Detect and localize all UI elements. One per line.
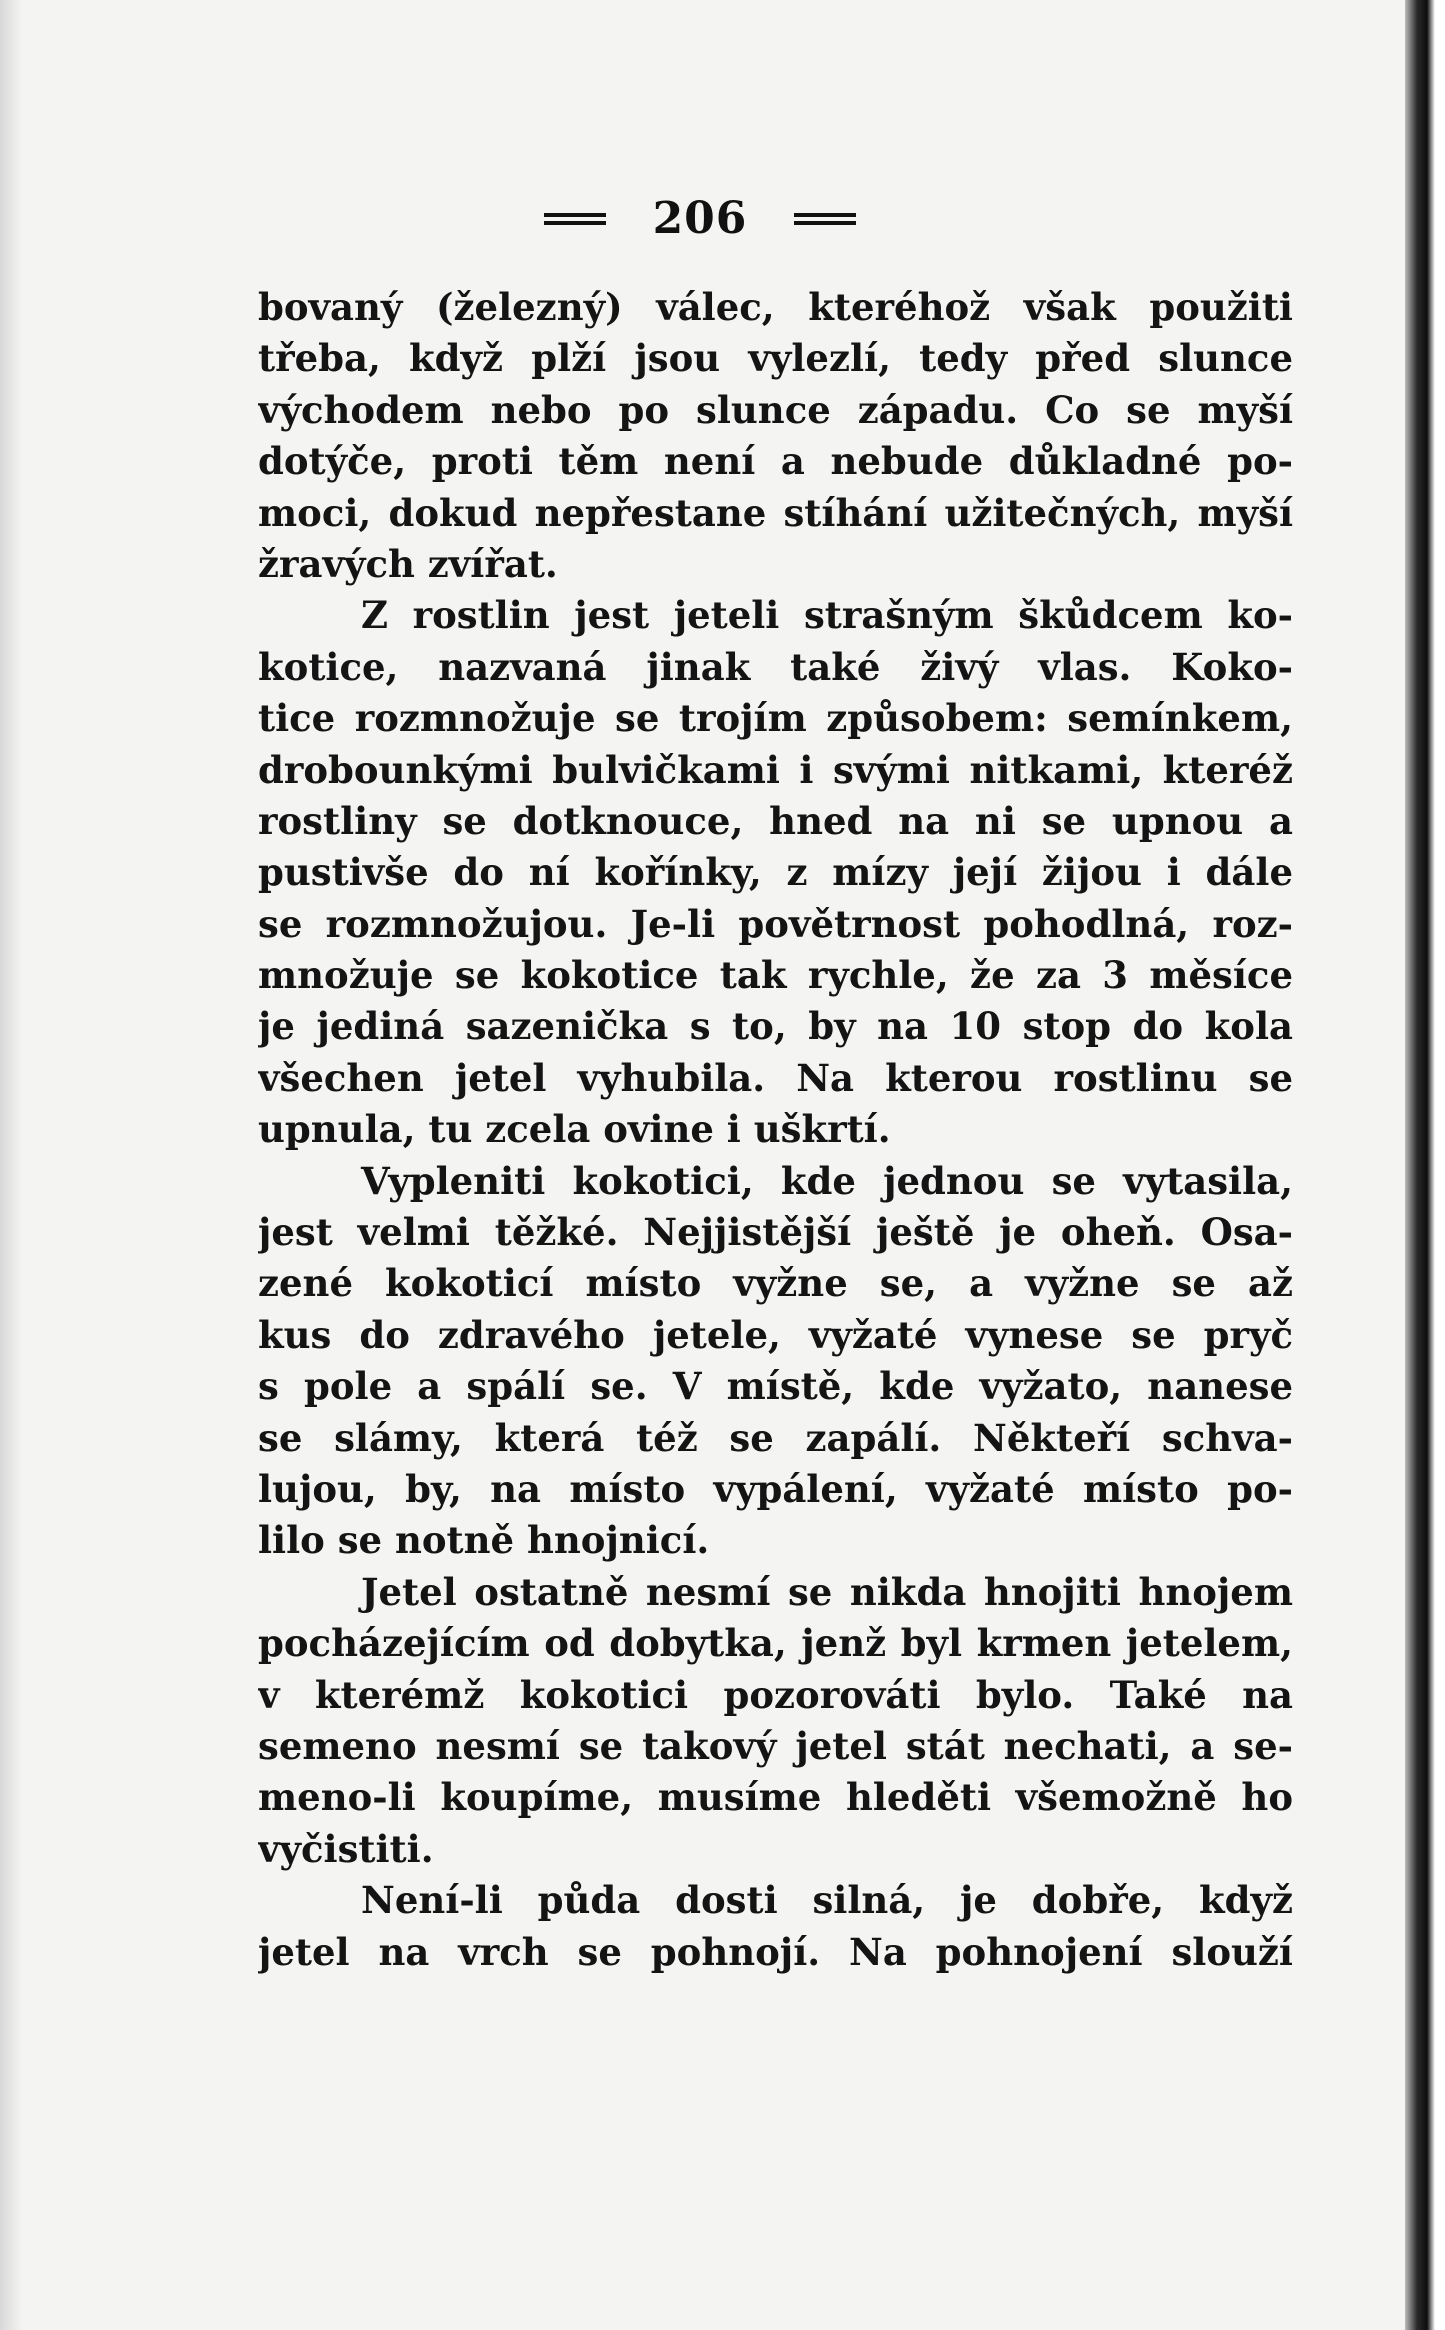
text-line: rostliny se dotknouce, hned na ni se upnou a	[258, 798, 1293, 843]
text-line: semeno nesmí se takový jetel stát nechati, a se-	[258, 1723, 1293, 1768]
text-line: dotýče, proti těm není a nebude důkladné po-	[258, 439, 1293, 484]
text-line: tice rozmnožuje se trojím způsobem: semínkem,	[258, 696, 1293, 741]
text-line: Není-li půda dosti silná, je dobře, když	[361, 1878, 1293, 1923]
page-header	[0, 190, 1400, 244]
text-line: všechen jetel vyhubila. Na kterou rostlinu se	[258, 1055, 1293, 1100]
text-line: je jediná sazenička s to, by na 10 stop do kola	[258, 1004, 1293, 1049]
text-line: jetel na vrch se pohnojí. Na pohnojení slouží	[258, 1929, 1293, 1974]
text-line: Jetel ostatně nesmí se nikda hnojiti hnojem	[361, 1569, 1293, 1614]
text-line: pocházejícím od dobytka, jenž byl krmen jetelem,	[258, 1621, 1293, 1666]
text-line: množuje se kokotice tak rychle, že za 3 měsíce	[258, 953, 1293, 998]
text-line: v kterémž kokotici pozorováti bylo. Také na	[258, 1672, 1293, 1717]
page-number: 206	[652, 193, 748, 244]
text-line: upnula, tu zcela ovine i uškrtí.	[258, 1107, 891, 1152]
text-line: třeba, když plží jsou vylezlí, tedy před slunce	[258, 336, 1293, 381]
page-right-edge	[1405, 0, 1445, 2330]
text-line: jest velmi těžké. Nejjistější ještě je oheň. Osa-	[258, 1210, 1293, 1255]
text-line: bovaný (železný) válec, kteréhož však použiti	[258, 285, 1293, 329]
text-line: vyčistiti.	[258, 1826, 434, 1871]
text-line: meno-li koupíme, musíme hleděti všemožně ho	[258, 1775, 1293, 1820]
text-line: kotice, nazvaná jinak také živý vlas. Koko-	[258, 644, 1293, 689]
text-line: východem nebo po slunce západu. Co se myší	[258, 387, 1293, 432]
text-line: lilo se notně hnojnicí.	[258, 1518, 710, 1563]
text-line: kus do zdravého jetele, vyžaté vynese se pryč	[258, 1312, 1293, 1357]
text-line: moci, dokud nepřestane stíhání užitečných, myší	[258, 490, 1293, 535]
header-right-rule	[794, 213, 856, 225]
text-line: Z rostlin jest jeteli strašným škůdcem ko-	[361, 593, 1293, 638]
text-line: lujou, by, na místo vypálení, vyžaté místo po-	[258, 1466, 1293, 1511]
page-left-shadow	[0, 0, 22, 2330]
header-left-rule	[544, 213, 606, 225]
body-text	[258, 282, 1293, 1978]
text-line: pustivše do ní kořínky, z mízy její žijou i dále	[258, 850, 1293, 895]
text-line: se slámy, která též se zapálí. Někteří schva-	[258, 1415, 1293, 1460]
text-line: zené kokoticí místo vyžne se, a vyžne se až	[258, 1261, 1293, 1306]
text-line: žravých zvířat.	[258, 541, 558, 586]
text-line: s pole a spálí se. V místě, kde vyžato, nanese	[258, 1364, 1293, 1409]
text-line: se rozmnožujou. Je-li povětrnost pohodlná, roz-	[258, 901, 1293, 946]
text-line: drobounkými bulvičkami i svými nitkami, kteréž	[258, 747, 1293, 792]
text-line: Vypleniti kokotici, kde jednou se vytasila,	[361, 1158, 1293, 1203]
